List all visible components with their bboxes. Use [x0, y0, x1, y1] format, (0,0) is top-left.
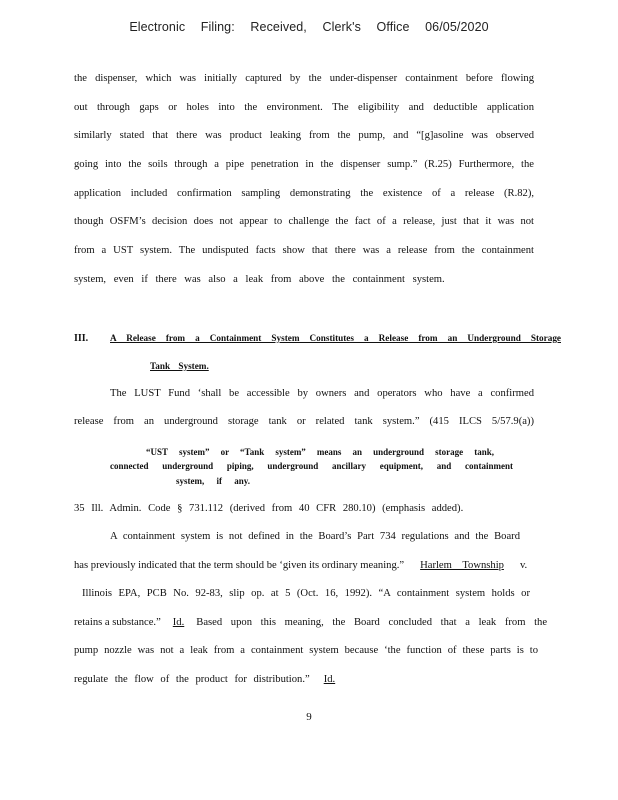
para2-line: release from an underground storage tank or related tank system.” (415 ILCS 5/57.9(a)): [74, 416, 534, 427]
para3-line: [74, 617, 548, 628]
para1-line: similarly stated that there was product leaking from the pump, and “[g]asoline was observed: [74, 130, 534, 141]
para3-text: retains a substance.”: [74, 617, 161, 628]
case-citation: Harlem Township: [420, 560, 504, 571]
para3-text: has previously indicated that the term should be ‘given its ordinary meaning.”: [74, 560, 405, 571]
blockquote-line: connected underground piping, underground ancillary equipment, and containment: [110, 461, 513, 471]
citation-line: 35 Ill. Admin. Code § 731.112 (derived from 40 CFR 280.10) (emphasis added).: [74, 503, 464, 514]
para1-line: out through gaps or holes into the environment. The eligibility and deductible application: [74, 102, 534, 113]
para1-line: though OSFM’s decision does not appear to challenge the fact of a release, just that it was not: [74, 216, 534, 227]
para2-line: The LUST Fund ‘shall be accessible by owners and operators who have a confirmed: [110, 388, 534, 399]
para3-line: [74, 674, 335, 685]
para1-line: going into the soils through a pipe penetration in the dispenser sump.” (R.25) Furthermore, the: [74, 159, 534, 170]
section-number: III.: [74, 333, 89, 344]
para3-line: A containment system is not defined in the Board’s Part 734 regulations and the Board: [110, 531, 520, 542]
para1-line: from a UST system. The undisputed facts show that there was a release from the containment: [74, 245, 534, 256]
id-citation: Id.: [323, 674, 336, 685]
para3-text: v.: [519, 560, 528, 571]
para1-line: system, even if there was also a leak from above the containment system.: [74, 274, 445, 285]
para3-line: [74, 560, 552, 571]
section-heading-line2: Tank System.: [150, 361, 209, 371]
para3-text: regulate the flow of the product for distribution.”: [74, 674, 310, 685]
para1-line: the dispenser, which was initially captured by the under-dispenser containment before flowing: [74, 73, 534, 84]
blockquote-line: “UST system” or “Tank system” means an underground storage tank,: [146, 447, 494, 457]
para3-text: Based upon this meaning, the Board concluded that a leak from the: [196, 617, 548, 628]
id-citation: Id.: [172, 617, 185, 628]
para3-line: pump nozzle was not a leak from a containment system because ‘the function of these parts is to: [74, 645, 538, 656]
para3-line: Illinois EPA, PCB No. 92-83, slip op. at 5 (Oct. 16, 1992). “A containment system holds or: [82, 588, 530, 599]
filing-header: Electronic Filing: Received, Clerk's Office 06/05/2020: [129, 20, 489, 34]
page-number: 9: [306, 711, 312, 723]
section-heading-line1: A Release from a Containment System Constitutes a Release from an Underground Storage: [110, 333, 561, 343]
para1-line: application included confirmation sampling demonstrating the existence of a release (R.82),: [74, 188, 534, 199]
blockquote-line: system, if any.: [176, 476, 250, 486]
